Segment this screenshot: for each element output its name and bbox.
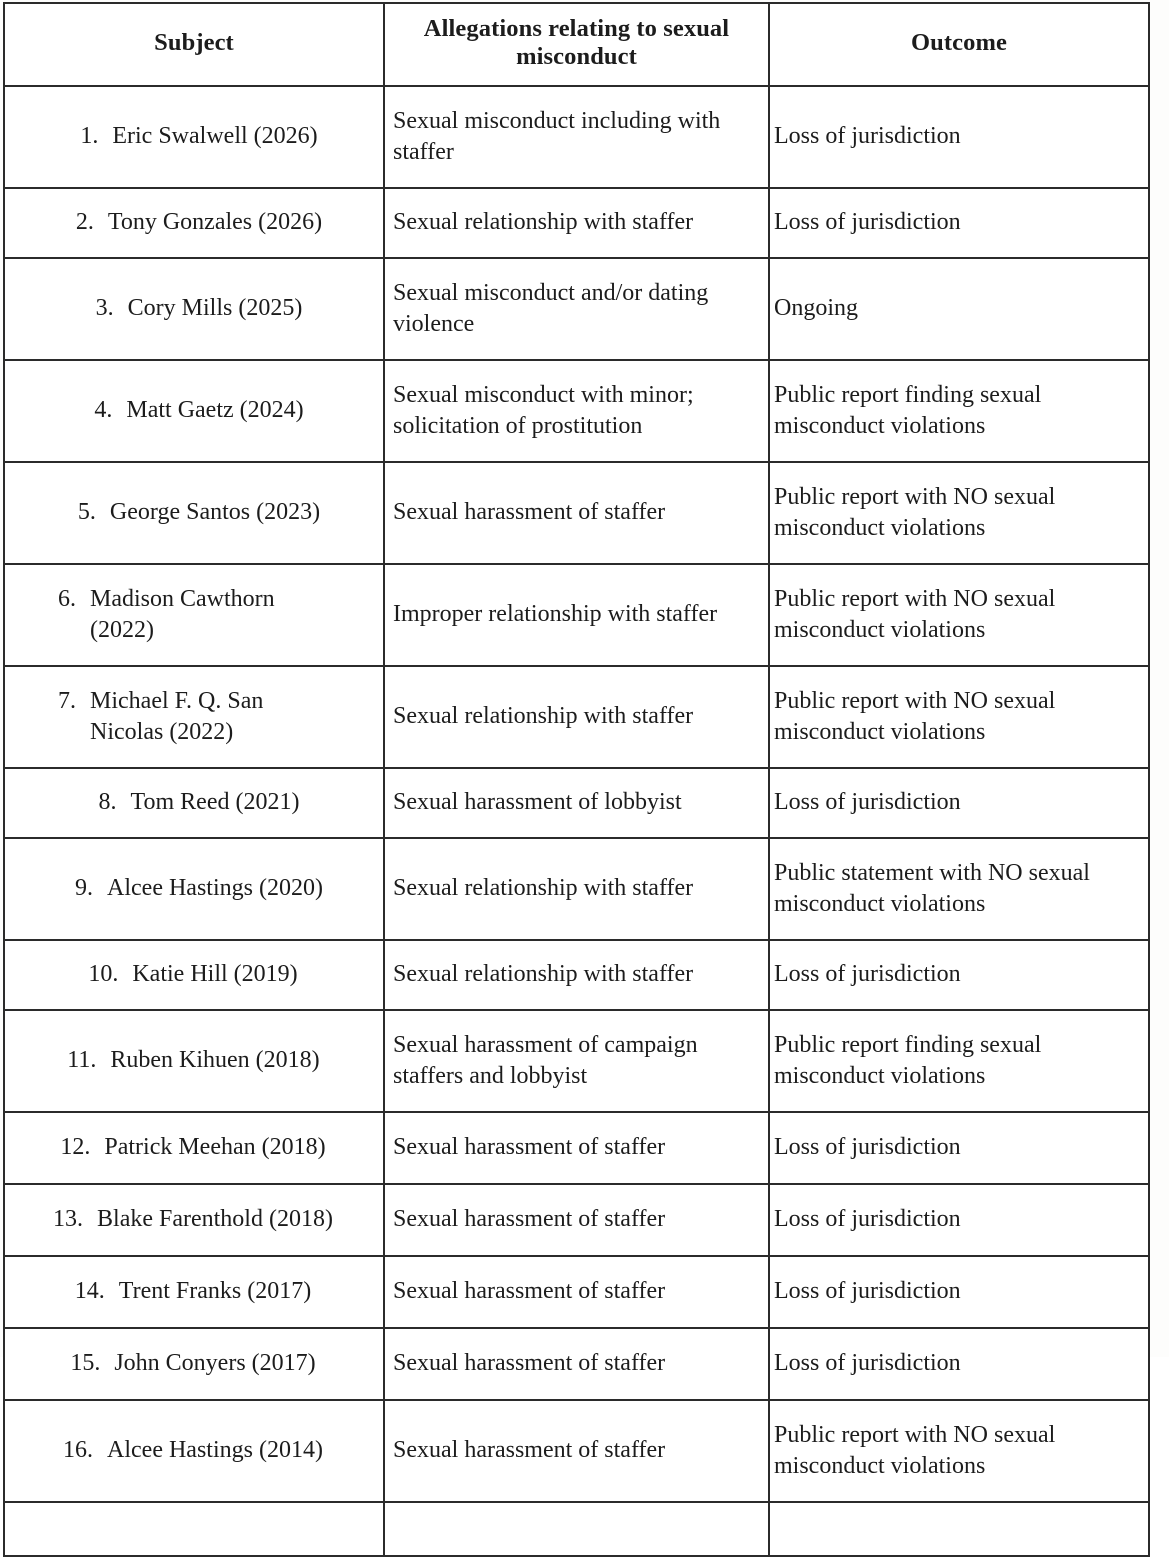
column-header-allegations: Allegations relating to sexual misconduct	[384, 3, 769, 86]
cell-outcome: Public report with NO sexual misconduct violations	[769, 1400, 1149, 1502]
table-body	[4, 86, 1149, 1556]
cell-subject	[4, 1256, 384, 1328]
cell-allegation: Sexual relationship with staffer	[384, 940, 769, 1010]
table-row	[4, 1328, 1149, 1400]
table-row	[4, 258, 1149, 360]
cell-subject	[4, 258, 384, 360]
row-number: 7.	[58, 688, 76, 715]
subject-name: Matt Gaetz (2024)	[126, 397, 304, 424]
subject-name: Tony Gonzales (2026)	[107, 209, 323, 236]
header-row	[4, 3, 1149, 86]
cell-allegation: Improper relationship with staffer	[384, 564, 769, 666]
cell-outcome: Public report with NO sexual misconduct violations	[769, 462, 1149, 564]
cell-subject	[4, 768, 384, 838]
cell-allegation: Sexual harassment of staffer	[384, 1328, 769, 1400]
row-number: 15.	[70, 1350, 101, 1377]
subject-name: George Santos (2023)	[109, 499, 321, 526]
column-header-outcome: Outcome	[769, 3, 1149, 86]
cell-allegation: Sexual harassment of staffer	[384, 1112, 769, 1184]
row-number: 16.	[63, 1437, 94, 1464]
subject-name: Alcee Hastings (2020)	[107, 875, 323, 902]
table-row	[4, 462, 1149, 564]
cell-outcome: Loss of jurisdiction	[769, 1112, 1149, 1184]
cell-outcome: Public report finding sexual misconduct violations	[769, 1010, 1149, 1112]
table-row	[4, 1112, 1149, 1184]
table-row	[4, 188, 1149, 258]
row-number: 13.	[53, 1206, 84, 1233]
cell-outcome: Loss of jurisdiction	[769, 188, 1149, 258]
subject-name: Trent Franks (2017)	[118, 1278, 312, 1305]
table-row	[4, 1256, 1149, 1328]
table-row	[4, 1010, 1149, 1112]
row-number: 2.	[75, 209, 94, 236]
cell-outcome: Loss of jurisdiction	[769, 768, 1149, 838]
cell-subject	[4, 1010, 384, 1112]
cell-allegation: Sexual harassment of campaign staffers and lobbyist	[384, 1010, 769, 1112]
cell-allegation: Sexual misconduct and/or dating violence	[384, 258, 769, 360]
row-number: 14.	[74, 1278, 105, 1305]
subject-name: Patrick Meehan (2018)	[104, 1134, 326, 1161]
cell-subject	[4, 940, 384, 1010]
row-number: 12.	[60, 1134, 91, 1161]
table-header	[4, 3, 1149, 86]
cell-subject	[4, 86, 384, 188]
table-row	[4, 1184, 1149, 1256]
row-number: 3.	[95, 295, 114, 322]
cell-outcome: Loss of jurisdiction	[769, 1256, 1149, 1328]
cell-subject	[4, 1400, 384, 1502]
cell-allegation: Sexual relationship with staffer	[384, 188, 769, 258]
column-header-subject: Subject	[4, 3, 384, 86]
table-row	[4, 360, 1149, 462]
table-row	[4, 1400, 1149, 1502]
cell-subject	[4, 666, 384, 768]
cell-subject	[4, 1502, 384, 1556]
cell-allegation: Sexual misconduct including with staffer	[384, 86, 769, 188]
cell-subject	[4, 838, 384, 940]
cell-outcome: Public statement with NO sexual misconduct violations	[769, 838, 1149, 940]
cell-allegation: Sexual harassment of lobbyist	[384, 768, 769, 838]
subject-name: Blake Farenthold (2018)	[97, 1206, 333, 1233]
subject-name: Tom Reed (2021)	[130, 789, 300, 816]
cell-allegation: Sexual harassment of staffer	[384, 1256, 769, 1328]
cell-subject	[4, 188, 384, 258]
cell-allegation: Sexual relationship with staffer	[384, 838, 769, 940]
table-row	[4, 838, 1149, 940]
table-row	[4, 564, 1149, 666]
row-number: 11.	[67, 1047, 97, 1074]
misconduct-table	[3, 2, 1150, 1557]
table-row	[4, 666, 1149, 768]
row-number: 4.	[94, 397, 113, 424]
cell-outcome: Public report with NO sexual misconduct violations	[769, 666, 1149, 768]
table-row	[4, 768, 1149, 838]
cell-outcome: Public report with NO sexual misconduct violations	[769, 564, 1149, 666]
row-number: 6.	[58, 586, 76, 613]
cell-outcome: Loss of jurisdiction	[769, 86, 1149, 188]
row-number: 10.	[88, 961, 119, 988]
table-row	[4, 86, 1149, 188]
subject-name: Katie Hill (2019)	[132, 961, 298, 988]
cell-subject	[4, 1112, 384, 1184]
subject-name: Madison Cawthorn (2022)	[90, 586, 275, 643]
cell-subject	[4, 564, 384, 666]
cell-outcome: Loss of jurisdiction	[769, 1184, 1149, 1256]
cell-allegation: Sexual harassment of staffer	[384, 1400, 769, 1502]
cell-subject	[4, 1184, 384, 1256]
cell-subject	[4, 462, 384, 564]
subject-name: Michael F. Q. San Nicolas (2022)	[90, 688, 264, 745]
cell-subject	[4, 1328, 384, 1400]
cell-allegation: Sexual misconduct with minor; solicitation of prostitution	[384, 360, 769, 462]
subject-name: Ruben Kihuen (2018)	[110, 1047, 320, 1074]
cell-outcome: Ongoing	[769, 258, 1149, 360]
cell-subject	[4, 360, 384, 462]
row-number: 1.	[80, 123, 99, 150]
row-number: 9.	[75, 875, 94, 902]
table-row-clipped	[4, 1502, 1149, 1556]
row-number: 5.	[77, 499, 96, 526]
subject-name: John Conyers (2017)	[114, 1350, 316, 1377]
cell-allegation: Sexual harassment of staffer	[384, 462, 769, 564]
cell-outcome: Public report finding sexual misconduct violations	[769, 360, 1149, 462]
subject-name: Cory Mills (2025)	[127, 295, 303, 322]
cell-outcome: Loss of jurisdiction	[769, 1328, 1149, 1400]
cell-allegation: Sexual relationship with staffer	[384, 666, 769, 768]
cell-outcome: Loss of jurisdiction	[769, 940, 1149, 1010]
table-row	[4, 940, 1149, 1010]
cell-outcome	[769, 1502, 1149, 1556]
subject-name: Alcee Hastings (2014)	[107, 1437, 323, 1464]
subject-name: Eric Swalwell (2026)	[112, 123, 318, 150]
row-number: 8.	[98, 789, 117, 816]
cell-allegation: Sexual harassment of staffer	[384, 1184, 769, 1256]
cell-allegation	[384, 1502, 769, 1556]
